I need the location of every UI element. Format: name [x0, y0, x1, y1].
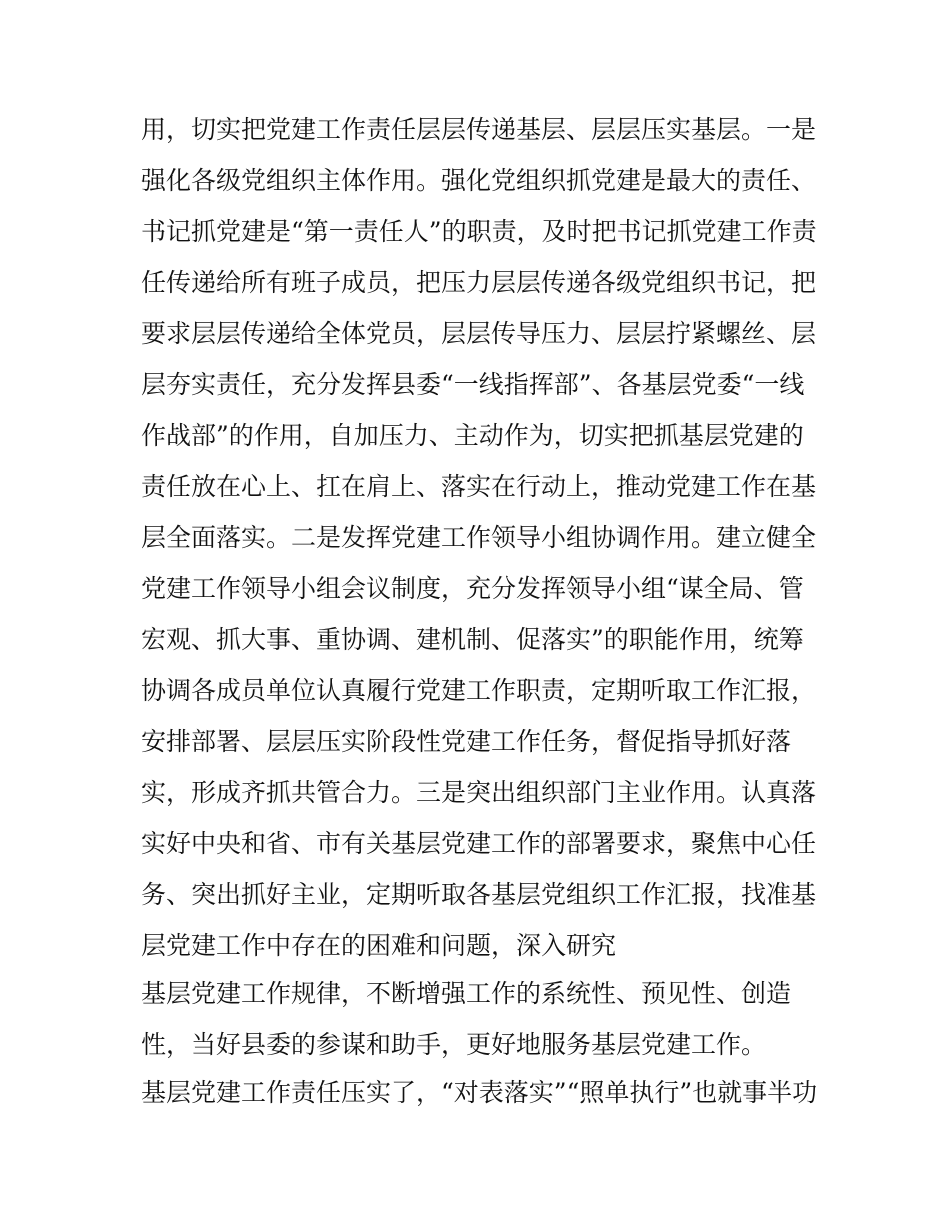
text-line-8: 责任放在心上、扛在肩上、落实在行动上，推动党建工作在基	[141, 472, 817, 501]
text-line-16: 务、突出抓好主业，定期听取各基层党组织工作汇报，找准基	[141, 880, 817, 909]
text-line-3: 书记抓党建是“第一责任人”的职责，及时把书记抓党建工作责	[141, 217, 817, 246]
text-line-19: 性，当好县委的参谋和助手，更好地服务基层党建工作。	[141, 1030, 767, 1059]
text-line-7: 作战部”的作用，自加压力、主动作为，切实把抓基层党建的	[141, 421, 804, 450]
text-line-5: 要求层层传递给全体党员，层层传导压力、层层拧紧螺丝、层	[141, 319, 817, 348]
text-line-9: 层全面落实。二是发挥党建工作领导小组协调作用。建立健全	[141, 523, 817, 552]
text-line-12: 协调各成员单位认真履行党建工作职责，定期听取工作汇报，	[141, 676, 817, 705]
text-line-18: 基层党建工作规律，不断增强工作的系统性、预见性、创造	[141, 979, 792, 1008]
text-line-2: 强化各级党组织主体作用。强化党组织抓党建是最大的责任、	[141, 166, 817, 195]
text-line-11: 宏观、抓大事、重协调、建机制、促落实”的职能作用，统筹	[141, 625, 804, 654]
text-line-6: 层夯实责任，充分发挥县委“一线指挥部”、各基层党委“一线	[141, 370, 805, 399]
text-line-20: 基层党建工作责任压实了，“对表落实”“照单执行”也就事半功	[141, 1078, 818, 1107]
text-line-17: 层党建工作中存在的困难和问题，深入研究	[141, 931, 617, 960]
text-line-4: 任传递给所有班子成员，把压力层层传递各级党组织书记，把	[141, 268, 817, 297]
text-line-15: 实好中央和省、市有关基层党建工作的部署要求，聚焦中心任	[141, 829, 817, 858]
text-line-1: 用，切实把党建工作责任层层传递基层、层层压实基层。一是	[141, 115, 817, 144]
body-text	[141, 111, 821, 1125]
text-line-10: 党建工作领导小组会议制度，充分发挥领导小组“谋全局、管	[141, 574, 804, 603]
text-line-14: 实，形成齐抓共管合力。三是突出组织部门主业作用。认真落	[141, 778, 817, 807]
text-line-13: 安排部署、层层压实阶段性党建工作任务，督促指导抓好落	[141, 727, 792, 756]
